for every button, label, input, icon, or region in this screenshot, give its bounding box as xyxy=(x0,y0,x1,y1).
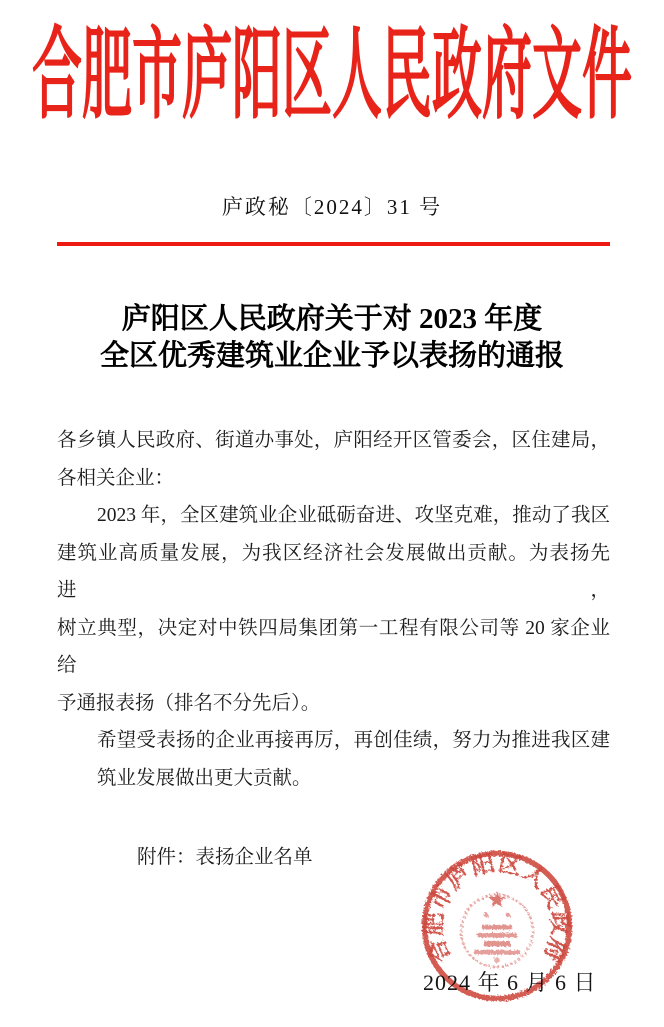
letterhead-title: 合肥市庐阳区人民政府文件 xyxy=(32,20,632,131)
red-divider-line xyxy=(57,242,610,246)
national-emblem-icon xyxy=(461,891,533,967)
salutation-line1: 各乡镇人民政府、街道办事处，庐阳经开区管委会，区住建局， xyxy=(57,430,610,451)
paragraph2-line1: 希望受表扬的企业再接再厉，再创佳绩，努力为推进我区建 xyxy=(97,730,610,751)
doc-title-line2: 全区优秀建筑业企业予以表扬的通报 xyxy=(99,340,564,372)
paragraph1-line4: 予通报表扬（排名不分先后）。 xyxy=(57,692,321,714)
paragraph1-line2: 建筑业高质量发展，为我区经济社会发展做出贡献。为表扬先进， xyxy=(57,542,610,601)
doc-title-line1: 庐阳区人民政府关于对 2023 年度 xyxy=(121,303,543,335)
paragraph1-line3: 树立典型，决定对中铁四局集团第一工程有限公司等 20 家企业给 xyxy=(57,617,610,676)
doc-title xyxy=(0,301,664,375)
attachment-note: 附件：表扬企业名单 xyxy=(137,847,313,868)
paragraph1-line1: 2023 年，全区建筑业企业砥砺奋进、攻坚克难，推动了我区 xyxy=(97,505,610,526)
paragraph2-line2: 筑业发展做出更大贡献。 xyxy=(97,767,312,789)
letterhead xyxy=(0,14,664,138)
issue-date: 2024 年 6 月 6 日 xyxy=(423,970,597,995)
doc-number: 庐政秘〔2024〕31 号 xyxy=(221,195,443,219)
seal-text: 合肥市庐阳区人民政府 xyxy=(421,850,573,967)
salutation-line2: 各相关企业： xyxy=(57,467,175,489)
doc-body xyxy=(57,422,610,877)
